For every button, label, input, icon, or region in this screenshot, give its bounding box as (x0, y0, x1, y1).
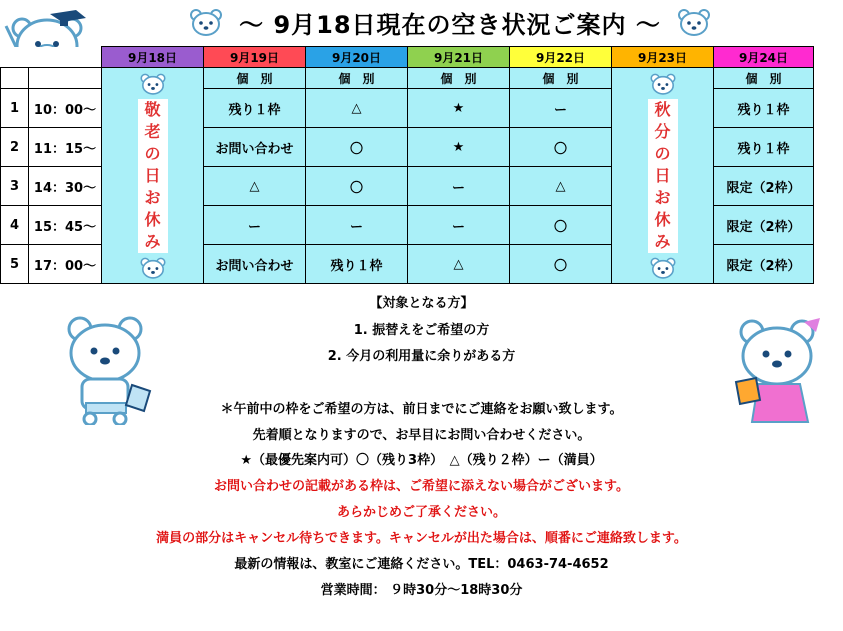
slot-cell: ー (306, 206, 408, 245)
row-number: 4 (1, 206, 29, 245)
date-header: 9月22日 (510, 47, 612, 68)
slot-cell: 限定（2枠） (714, 206, 814, 245)
date-header: 9月20日 (306, 47, 408, 68)
holiday-shubun-column (612, 68, 714, 284)
time-slot: 10：00～ (29, 89, 102, 128)
bear-face-icon (648, 256, 678, 280)
time-slot: 14：30～ (29, 167, 102, 206)
slot-cell: ー (408, 167, 510, 206)
slot-cell: 残り１枠 (204, 89, 306, 128)
slot-cell: ー (408, 206, 510, 245)
slot-cell: △ (408, 245, 510, 284)
target-item-2: 2. 今月の利用量に余りがある方 (327, 349, 516, 364)
target-item-1: 1. 振替えをご希望の方 (353, 323, 490, 338)
bear-face-icon (189, 7, 223, 37)
availability-table (0, 46, 814, 284)
business-hours: 営業時間： ９時30分～18時30分 (320, 583, 523, 598)
date-header: 9月19日 (204, 47, 306, 68)
sub-header: 個 別 (714, 68, 814, 89)
bear-face-icon (648, 72, 678, 96)
slot-cell: 限定（2枠） (714, 167, 814, 206)
symbol-legend: ★（最優先案内可）〇（残り3枠） △（残り２枠）ー（満員） (240, 453, 603, 468)
waitlist-note: 満員の部分はキャンセル待ちできます。キャンセルが出た場合は、順番にご連絡致します。 (156, 531, 687, 546)
sub-header: 個 別 (408, 68, 510, 89)
slot-cell: △ (306, 89, 408, 128)
first-come-note: 先着順となりますので、お早目にお問い合わせください。 (252, 428, 591, 443)
sub-header: 個 別 (204, 68, 306, 89)
morning-note: ＊午前中の枠をご希望の方は、前日までにご連絡をお願い致します。 (220, 402, 623, 417)
page-title-bar (150, 4, 750, 40)
slot-cell: お問い合わせ (204, 245, 306, 284)
time-slot: 15：45～ (29, 206, 102, 245)
slot-cell: ー (510, 89, 612, 128)
slot-cell: 〇 (510, 245, 612, 284)
time-slot: 11：15～ (29, 128, 102, 167)
target-heading: 【対象となる方】 (369, 296, 474, 311)
date-header: 9月24日 (714, 47, 814, 68)
warning-note-1: お問い合わせの記載がある枠は、ご希望に添えない場合がございます。 (214, 479, 629, 494)
bear-face-icon (138, 256, 168, 280)
sub-header: 個 別 (510, 68, 612, 89)
slot-cell: 残り１枠 (306, 245, 408, 284)
contact-info: 最新の情報は、教室にご連絡ください。TEL：0463-74-4652 (234, 557, 609, 572)
date-header: 9月18日 (102, 47, 204, 68)
date-header: 9月21日 (408, 47, 510, 68)
slot-cell: △ (204, 167, 306, 206)
row-number: 3 (1, 167, 29, 206)
slot-cell: 残り１枠 (714, 128, 814, 167)
time-slot: 17：00～ (29, 245, 102, 284)
slot-cell: 〇 (510, 206, 612, 245)
holiday-label: 敬 老 の 日 お 休 み (138, 99, 168, 253)
holiday-keirou-column (102, 68, 204, 284)
sub-header: 個 別 (306, 68, 408, 89)
slot-cell: 限定（2枠） (714, 245, 814, 284)
holiday-label: 秋 分 の 日 お 休 み (648, 99, 678, 253)
bear-face-icon (138, 72, 168, 96)
slot-cell: ー (204, 206, 306, 245)
page-title: ～ 9月18日現在の空き状況ご案内 ～ (239, 10, 661, 39)
slot-cell: お問い合わせ (204, 128, 306, 167)
warning-note-2: あらかじめご了承ください。 (336, 505, 506, 520)
slot-cell: 〇 (306, 128, 408, 167)
slot-cell: △ (510, 167, 612, 206)
row-number: 2 (1, 128, 29, 167)
slot-cell: 〇 (306, 167, 408, 206)
slot-cell: 残り１枠 (714, 89, 814, 128)
slot-cell: ★ (408, 128, 510, 167)
bear-face-icon (677, 7, 711, 37)
slot-cell: 〇 (510, 128, 612, 167)
date-header: 9月23日 (612, 47, 714, 68)
slot-cell: ★ (408, 89, 510, 128)
row-number: 1 (1, 89, 29, 128)
row-number: 5 (1, 245, 29, 284)
